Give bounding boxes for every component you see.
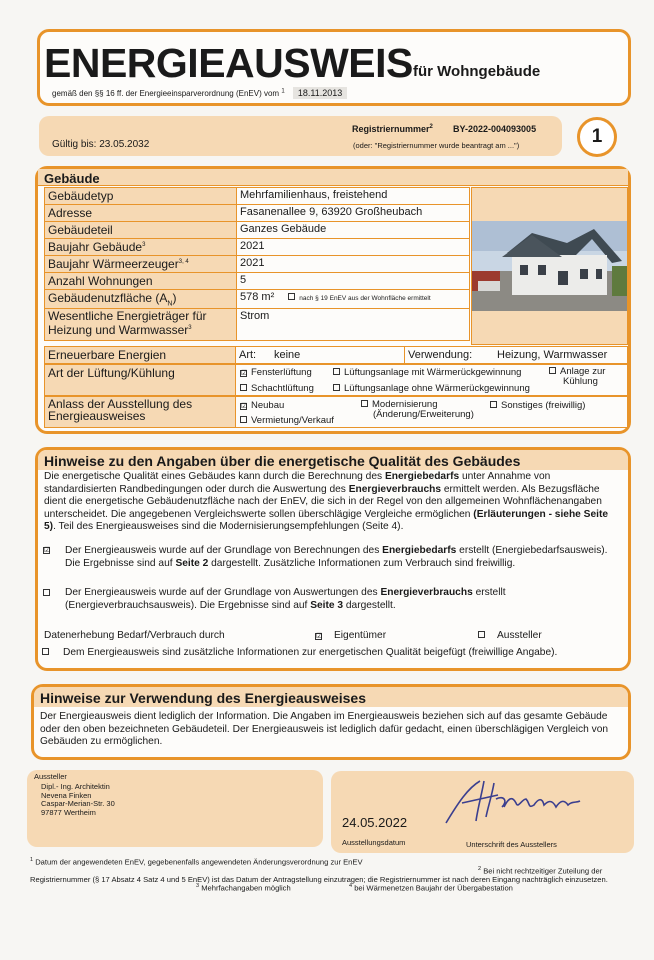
footnote-3: $^3$ Mehrfachangaben möglich [196, 883, 291, 893]
regulation-line: gemäß den §§ 16 ff. der Energieeinsparverordnung (EnEV) vom $^1$ 18.11.2013 [52, 87, 347, 99]
survey-issuer[interactable]: Aussteller [478, 630, 542, 641]
renewable-label: Erneuerbare Energien [48, 348, 167, 362]
table-row: Gebäudeteil Ganzes Gebäude [45, 222, 470, 239]
renewable-art-label: Art: [239, 349, 257, 361]
vent-option-window[interactable]: ☑ Fensterlüftung [241, 367, 312, 378]
validity-box [39, 116, 562, 156]
table-row: Gebäudenutzfläche $(A_N)$ 578 m² nach § 19 EnEV aus der Wohnfläche ermittelt [45, 290, 470, 309]
building-table [44, 187, 470, 341]
notes-intro: Die energetische Qualität eines Gebäudes kann durch die Berechnung des Energiebedarfs unter Annahme von standardisierten Randbedingungen oder durch die Auswertung des Energieverbrauchs ermittelt werden. Als Bezugsfläche dient die energetische Gebäudenutzfläche nach der EnEV, die sich in der Regel von den allgemeinen Wohnflächenangaben unterscheidet. Die angegebenen Vergleichswerte sollen überschlägige Vergleiche ermöglichen (Erläuterungen - siehe Seite 5). Teil des Energieausweises sind die Modernisierungsempfehlungen (Seite 4). [44, 471, 609, 533]
footnote-1: $^1$ Datum der angewendeten EnEV, gegebenenfalls angewendeten Änderungsverordnung zur EnEV [30, 857, 363, 867]
building-heading-bar [38, 169, 628, 186]
survey-owner[interactable]: ☑ Eigentümer [316, 630, 387, 641]
renewable-divider [404, 346, 405, 364]
issuer-label: Aussteller [34, 772, 67, 781]
registration-number: BY-2022-004093005 [453, 124, 537, 134]
occasion-other[interactable]: Sonstiges (freiwillig) [490, 400, 585, 411]
building-heading: Gebäude [44, 171, 100, 186]
renewable-use-label: Verwendung: [408, 349, 473, 361]
notes-heading: Hinweise zu den Angaben über die energetische Qualität des Gebäudes [44, 453, 521, 469]
vent-option-without-recovery[interactable]: Lüftungsanlage ohne Wärmerückgewinnung [333, 383, 530, 394]
usage-heading: Hinweise zur Verwendung des Energieausweises [40, 690, 367, 706]
vent-option-cooling[interactable]: Anlage zur Kühlung [549, 367, 605, 387]
vent-option-shaft[interactable]: Schachtlüftung [240, 383, 314, 394]
extra-info[interactable]: Dem Energieausweis sind zusätzliche Informationen zur energetischen Qualität beigefügt (freiwillige Angabe). [42, 647, 557, 658]
area-checkbox[interactable] [288, 293, 295, 300]
usage-text: Der Energieausweis dient lediglich der Information. Die Angaben im Energieausweis beziehen sich auf das gesamte Gebäude oder den oben bezeichneten Gebäudeteil. Der Energieausweis ist lediglich dafür gedacht, einen überschlägigen Vergleich von Gebäuden zu ermöglichen. [40, 711, 609, 748]
renewable-art-value: keine [274, 349, 301, 361]
demand-checkbox[interactable]: ☑ [44, 547, 51, 554]
valid-until: Gültig bis: 23.05.2032 [52, 139, 150, 150]
registration-label: Registriernummer$^2$ [352, 124, 433, 134]
renewable-use-value: Heizung, Warmwasser [497, 349, 608, 361]
regulation-date: 18.11.2013 [293, 87, 347, 99]
occasion-label: Anlass der Ausstellung des Energieausweises [48, 397, 193, 423]
ventilation-label: Art der Lüftung/Kühlung [48, 366, 175, 380]
consumption-checkbox[interactable] [43, 589, 50, 596]
signature [438, 773, 588, 831]
signature-scribble [438, 773, 588, 831]
registration-note: (oder: "Registriernummer wurde beantragt am ...") [353, 141, 520, 150]
footnote-4: $^4$ bei Wärmenetzen Baujahr der Übergabestation [349, 883, 513, 893]
occasion-new-build[interactable]: ☑ Neubau [241, 400, 285, 411]
page-number: 1 [577, 117, 617, 157]
consumption-option-text: Der Energieausweis wurde auf der Grundlage von Auswertungen des Energieverbrauchs erstellt (Energieverbrauchsausweis). Die Ergebnisse sind auf Seite 3 dargestellt. [65, 587, 506, 611]
vent-option-with-recovery[interactable]: Lüftungsanlage mit Wärmerückgewinnung [333, 367, 521, 378]
issue-date-label: Ausstellungsdatum [342, 838, 406, 847]
building-photo [472, 221, 627, 311]
document-title: ENERGIEAUSWEIS [44, 40, 413, 86]
footnote-2: $^2$ Bei nicht rechtzeitiger Zuteilung der Registriernummer (§ 17 Absatz 4 Satz 4 und 5 EnEV) ist das Datum der Antragstellung einzutragen; die Registriernummer ist nach deren Eingang nachträglich einzusetzen. [30, 866, 608, 885]
demand-option-text: Der Energieausweis wurde auf der Grundlage von Berechnungen des Energiebedarfs erstellt (Energiebedarfsausweis). Die Ergebnisse sind auf Seite 2 dargestellt. Zusätzliche Informationen zum Verbrauch sind freiwillig. [65, 545, 608, 569]
signature-label: Unterschrift des Ausstellers [466, 840, 557, 849]
table-row: Anzahl Wohnungen 5 [45, 273, 470, 290]
survey-label: Datenerhebung Bedarf/Verbrauch durch [44, 630, 225, 641]
issue-date: 24.05.2022 [342, 815, 408, 830]
table-row: Gebäudetyp Mehrfamilienhaus, freistehend [45, 188, 470, 205]
issuer-address: Dipl.- Ing. Architektin Nevena Finken Caspar-Merian-Str. 30 97877 Wertheim [41, 782, 115, 817]
occasion-modernisation[interactable]: Modernisierung (Änderung/Erweiterung) [361, 400, 474, 420]
table-row: Baujahr Gebäude$^3$ 2021 [45, 239, 470, 256]
house-photo-illustration [472, 221, 627, 311]
occasion-rent-sale[interactable]: Vermietung/Verkauf [240, 415, 334, 426]
table-row: Baujahr Wärmeerzeuger$^{3, 4}$ 2021 [45, 256, 470, 273]
document-subtitle: für Wohngebäude [413, 63, 541, 80]
table-row: Wesentliche Energieträger für Heizung und Warmwasser$^3$ Strom [45, 309, 470, 341]
table-row: Adresse Fasanenallee 9, 63920 Großheubach [45, 205, 470, 222]
